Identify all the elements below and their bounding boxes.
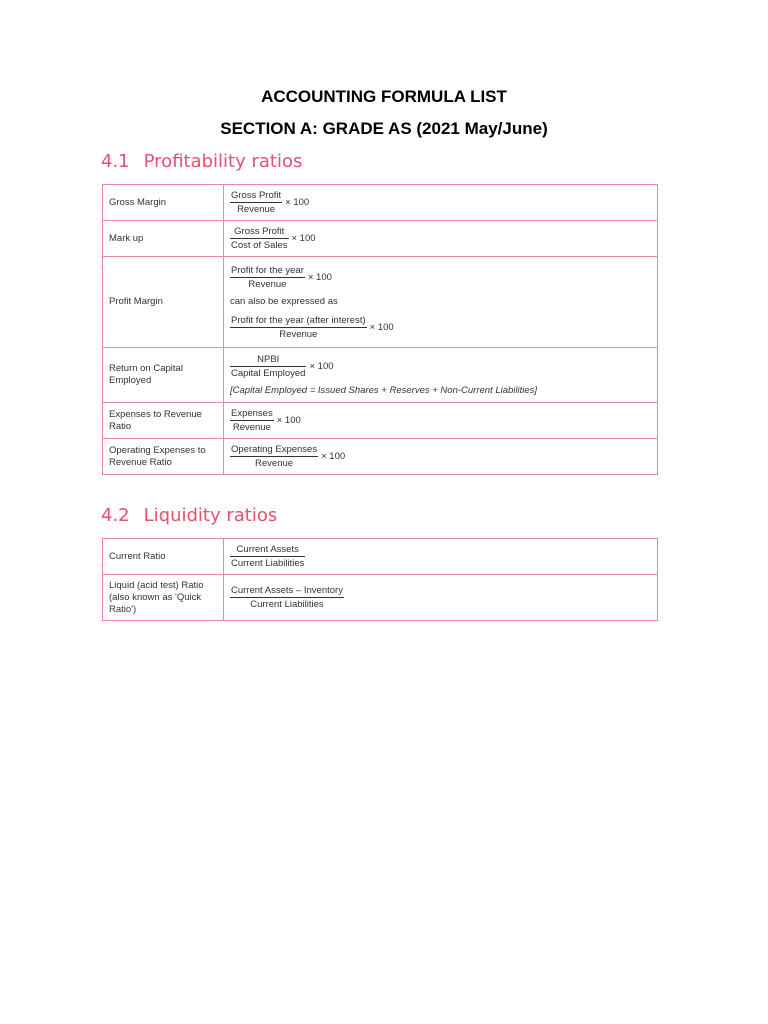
formula-multiplier: × 100 <box>285 197 310 208</box>
formula-note: can also be expressed as <box>230 295 338 307</box>
formula-denominator: Cost of Sales <box>231 240 288 251</box>
formula-multiplier: × 100 <box>276 415 301 426</box>
formula-numerator: Current Assets – Inventory <box>231 585 343 596</box>
section-title: Profitability ratios <box>143 151 303 172</box>
formula-denominator: Current Liabilities <box>250 599 324 610</box>
table-row <box>103 257 658 348</box>
formula-multiplier: × 100 <box>309 361 334 372</box>
ratio-formula <box>224 221 658 257</box>
formula-denominator: Current Liabilities <box>231 558 305 569</box>
table-row <box>103 403 658 439</box>
formula-denominator: Revenue <box>248 278 287 290</box>
table-row <box>103 185 658 221</box>
formula-multiplier: × 100 <box>291 233 316 244</box>
formula-numerator: Gross Profit <box>230 226 289 239</box>
ratio-formula <box>224 257 658 348</box>
formula-denominator: Revenue <box>279 328 318 340</box>
ratio-name: Current Ratio <box>103 539 224 575</box>
ratio-name: Operating Expenses to Revenue Ratio <box>103 439 224 475</box>
section-heading-liquidity <box>101 505 277 526</box>
formula-numerator: Current Assets <box>230 544 305 557</box>
formula-numerator: Gross Profit <box>231 190 282 201</box>
formula-multiplier: × 100 <box>321 451 346 462</box>
ratio-formula <box>224 348 658 403</box>
formula-numerator: NPBI <box>230 354 306 367</box>
formula-denominator: Revenue <box>237 204 276 215</box>
table-row <box>103 575 658 621</box>
ratio-name: Gross Margin <box>103 185 224 221</box>
formula-multiplier: × 100 <box>369 321 394 333</box>
section-heading-profitability <box>101 151 302 172</box>
ratio-name: Mark up <box>103 221 224 257</box>
table-row <box>103 221 658 257</box>
table-row <box>103 539 658 575</box>
formula-numerator: Profit for the year <box>231 264 304 276</box>
ratio-formula <box>224 403 658 439</box>
section-number: 4.2 <box>101 505 130 526</box>
ratio-name: Liquid (acid test) Ratio (also known as 'Quick Ratio') <box>103 575 224 621</box>
table-row <box>103 439 658 475</box>
formula-numerator: Expenses <box>231 408 273 419</box>
formula-numerator: Profit for the year (after interest) <box>231 314 366 326</box>
document-title: ACCOUNTING FORMULA LIST <box>261 87 507 106</box>
ratio-name: Return on Capital Employed <box>103 348 224 403</box>
ratio-formula <box>224 185 658 221</box>
formula-numerator: Operating Expenses <box>231 444 318 455</box>
document-subtitle: SECTION A: GRADE AS (2021 May/June) <box>220 119 548 138</box>
ratio-name: Expenses to Revenue Ratio <box>103 403 224 439</box>
liquidity-ratios-table <box>102 538 658 621</box>
formula-note: [Capital Employed = Issued Shares + Reserves + Non-Current Liabilities] <box>230 385 538 396</box>
formula-denominator: Revenue <box>255 458 294 469</box>
profitability-ratios-table <box>102 184 658 475</box>
formula-denominator: Capital Employed <box>231 368 306 379</box>
ratio-formula <box>224 439 658 475</box>
section-title: Liquidity ratios <box>143 505 278 526</box>
ratio-formula <box>224 575 658 621</box>
table-row <box>103 348 658 403</box>
formula-multiplier: × 100 <box>307 271 332 283</box>
section-number: 4.1 <box>101 151 130 172</box>
ratio-name: Profit Margin <box>103 257 224 348</box>
formula-denominator: Revenue <box>232 422 271 433</box>
ratio-formula <box>224 539 658 575</box>
